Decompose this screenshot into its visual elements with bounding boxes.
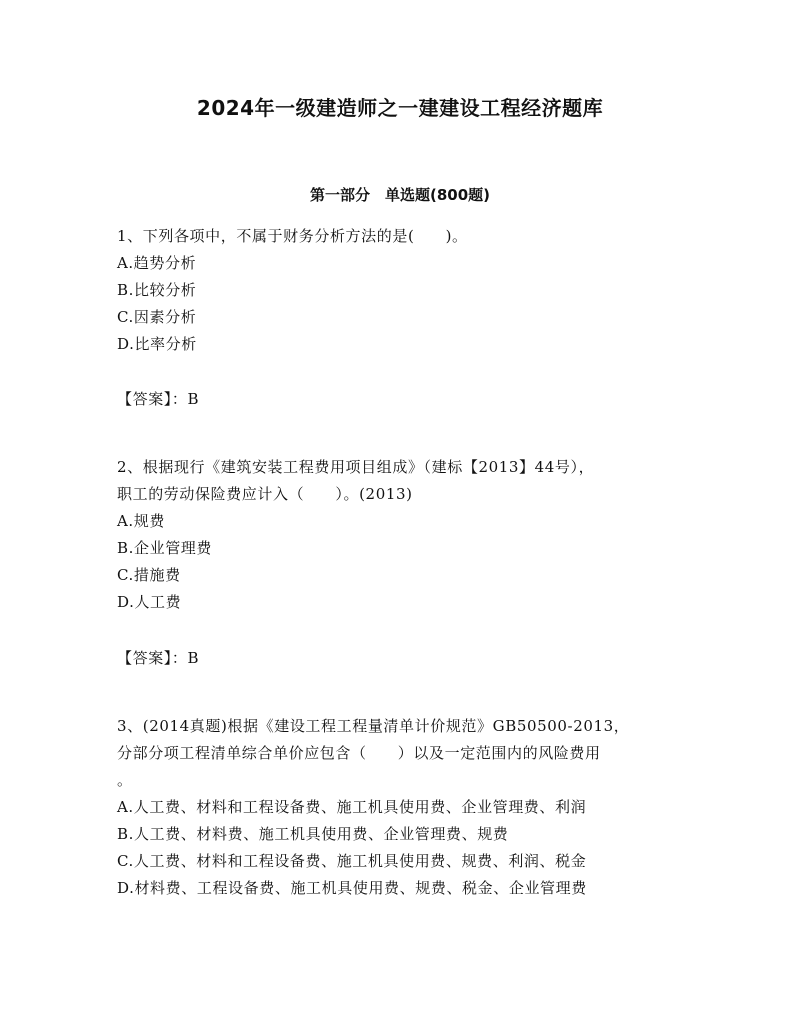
question-1-option-a: A.趋势分析 — [117, 254, 197, 272]
question-2-option-b: B.企业管理费 — [117, 539, 212, 557]
question-1-stem: 1、下列各项中，不属于财务分析方法的是( )。 — [117, 227, 468, 245]
question-3-option-a: A.人工费、材料和工程设备费、施工机具使用费、企业管理费、利润 — [117, 798, 587, 816]
question-2-stem-line-1: 2、根据现行《建筑安装工程费用项目组成》（建标【2013】44号）， — [117, 458, 595, 476]
question-1-answer: 【答案】：B — [117, 390, 200, 408]
question-2-option-a: A.规费 — [117, 512, 166, 530]
question-3-stem-line-3: 。 — [117, 771, 133, 789]
question-2-answer: 【答案】：B — [117, 649, 200, 667]
question-1-option-c: C.因素分析 — [117, 308, 197, 326]
question-1-option-b: B.比较分析 — [117, 281, 197, 299]
question-2-stem-line-2: 职工的劳动保险费应计入（ ）。(2013) — [117, 485, 413, 503]
question-1-option-d: D.比率分析 — [117, 335, 197, 353]
question-2-option-d: D.人工费 — [117, 593, 182, 611]
question-3-option-c: C.人工费、材料和工程设备费、施工机具使用费、规费、利润、税金 — [117, 852, 587, 870]
question-2-option-c: C.措施费 — [117, 566, 181, 584]
question-3-stem-line-2: 分部分项工程清单综合单价应包含（ ）以及一定范围内的风险费用 — [117, 744, 601, 762]
section-heading: 第一部分 单选题(800题) — [309, 186, 491, 204]
question-3-stem-line-1: 3、(2014真题)根据《建设工程工程量清单计价规范》GB50500-2013， — [117, 717, 630, 735]
question-3-option-b: B.人工费、材料费、施工机具使用费、企业管理费、规费 — [117, 825, 509, 843]
document-title: 2024年一级建造师之一建建设工程经济题库 — [196, 96, 604, 120]
question-3-option-d: D.材料费、工程设备费、施工机具使用费、规费、税金、企业管理费 — [117, 879, 587, 897]
